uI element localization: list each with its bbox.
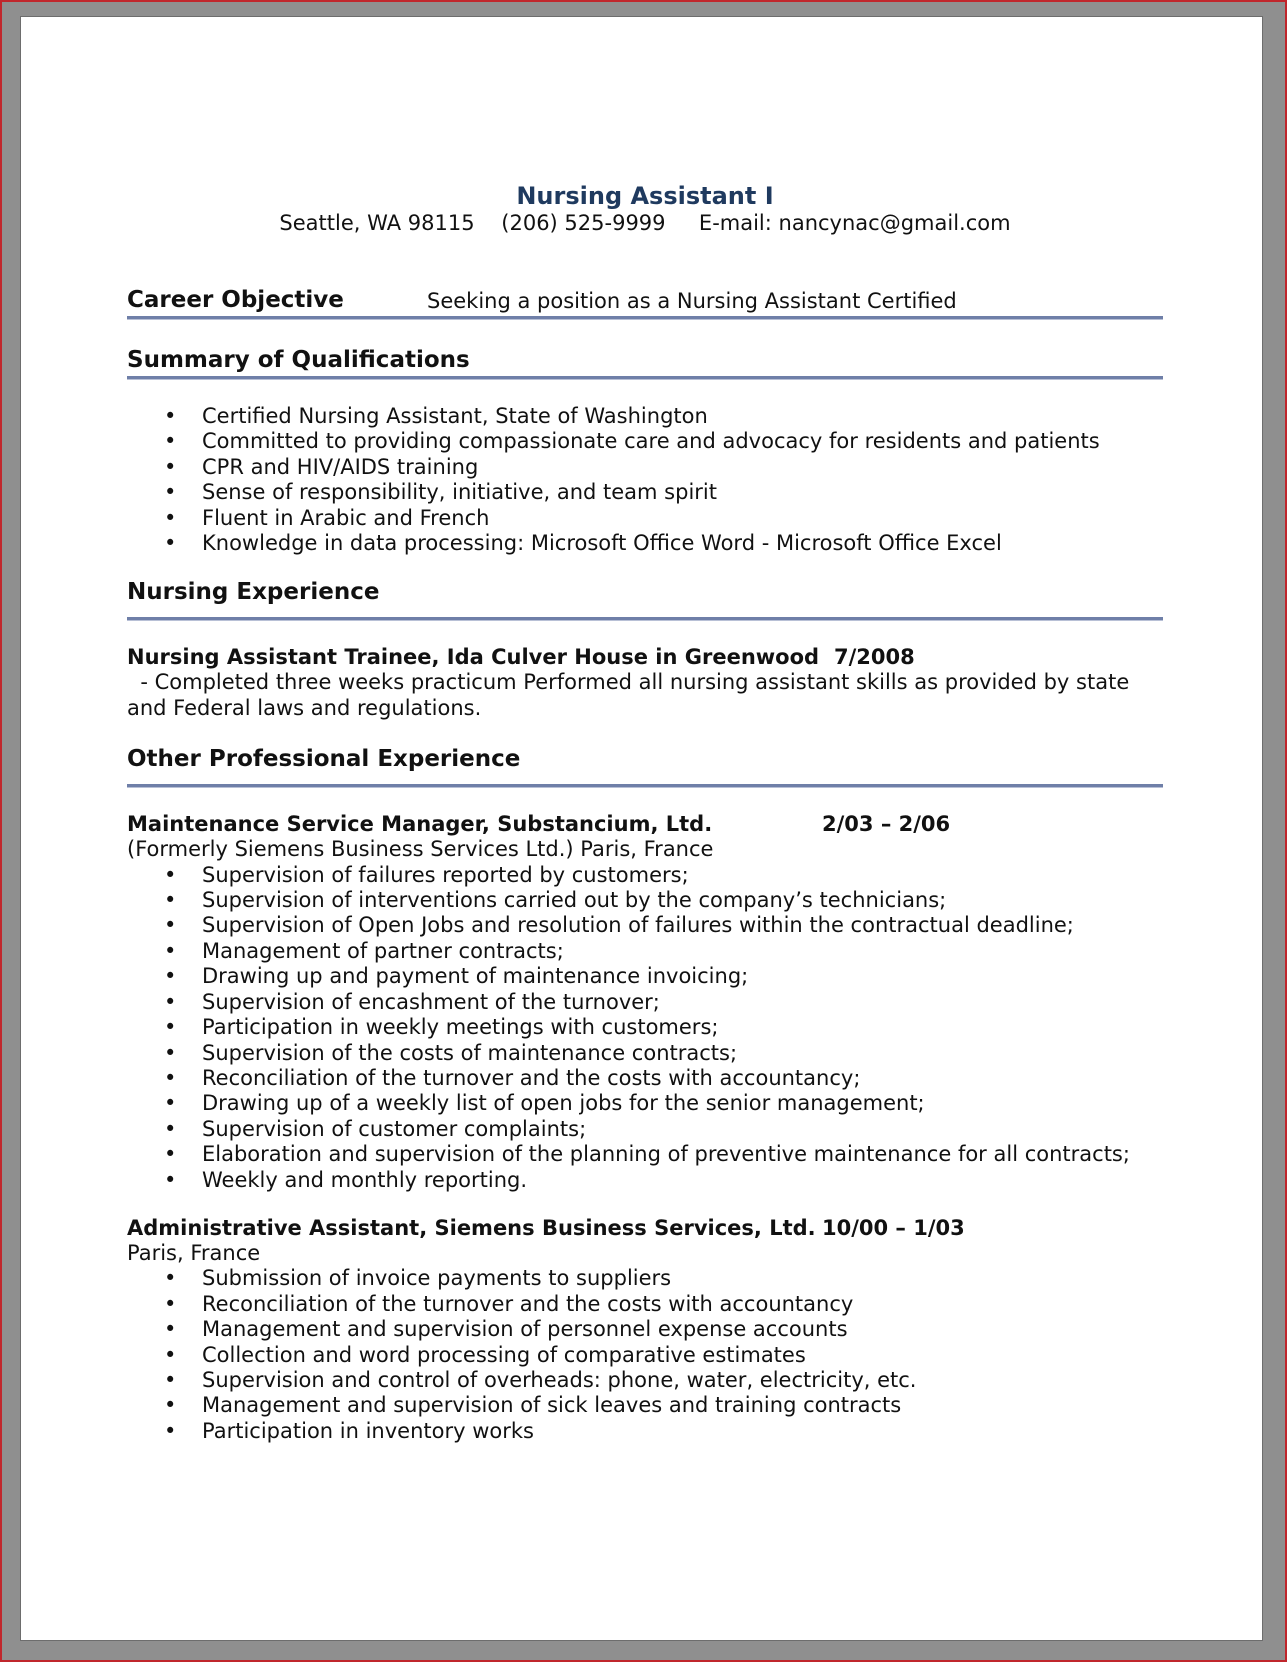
- list-item: • Collection and word processing of comparative estimates: [127, 1343, 1163, 1368]
- other-experience-heading: Other Professional Experience: [127, 746, 521, 773]
- contact-email: E-mail: nancynac@gmail.com: [698, 211, 1011, 235]
- list-item: • Supervision of the costs of maintenance contracts;: [127, 1041, 1163, 1066]
- career-objective-heading: Career Objective Seeking a position as a Nursing Assistant Certified: [127, 287, 957, 313]
- job-title: Administrative Assistant, Siemens Business Services, Ltd. 10/00 – 1/03: [127, 1215, 965, 1240]
- nursing-job-description: - Completed three weeks practicum Performed all nursing assistant skills as provided by state: [127, 670, 1130, 695]
- list-item: • Certified Nursing Assistant, State of Washington: [127, 404, 1163, 429]
- list-item: • Reconciliation of the turnover and the costs with accountancy: [127, 1292, 1163, 1317]
- list-item: • Committed to providing compassionate care and advocacy for residents and patients: [127, 429, 1163, 454]
- nursing-job-description-cont: and Federal laws and regulations.: [127, 695, 482, 720]
- list-item: • Submission of invoice payments to suppliers: [127, 1266, 1163, 1291]
- list-item: • Supervision of encashment of the turnover;: [127, 990, 1163, 1015]
- list-item: • Supervision of failures reported by customers;: [127, 863, 1163, 888]
- qualifications-list: [127, 404, 1163, 556]
- list-item: • Supervision and control of overheads: phone, water, electricity, etc.: [127, 1368, 1163, 1393]
- job-duties-list: [127, 1266, 1163, 1444]
- nursing-job-date: 7/2008: [834, 645, 915, 670]
- list-item: • Fluent in Arabic and French: [127, 506, 1163, 531]
- contact-phone: (206) 525-9999: [501, 211, 666, 235]
- job-subtitle: (Formerly Siemens Business Services Ltd.) Paris, France: [127, 837, 714, 862]
- list-item: • Participation in inventory works: [127, 1419, 1163, 1444]
- list-item: • Participation in weekly meetings with customers;: [127, 1015, 1163, 1040]
- list-item: • CPR and HIV/AIDS training: [127, 455, 1163, 480]
- list-item: • Reconciliation of the turnover and the costs with accountancy;: [127, 1066, 1163, 1091]
- list-item: • Knowledge in data processing: Microsoft Office Word - Microsoft Office Excel: [127, 531, 1163, 556]
- resume-title: Nursing Assistant I: [516, 182, 774, 210]
- nursing-job-title: Nursing Assistant Trainee, Ida Culver House in Greenwood 7/2008: [127, 645, 915, 670]
- resume-content: [127, 182, 1163, 1444]
- job-duties-list: [127, 863, 1163, 1193]
- list-item: • Supervision of Open Jobs and resolution of failures within the contractual deadline;: [127, 913, 1163, 938]
- contact-line: [127, 210, 1163, 236]
- resume-page: [20, 16, 1263, 1641]
- list-item: • Supervision of interventions carried out by the company’s technicians;: [127, 888, 1163, 913]
- nursing-experience-heading: Nursing Experience: [127, 579, 380, 606]
- list-item: • Sense of responsibility, initiative, and team spirit: [127, 480, 1163, 505]
- job-date: 2/03 – 2/06: [822, 812, 951, 837]
- career-objective-text: Seeking a position as a Nursing Assistant Certified: [427, 289, 957, 313]
- job-date: 10/00 – 1/03: [822, 1215, 965, 1240]
- list-item: • Drawing up of a weekly list of open jobs for the senior management;: [127, 1091, 1163, 1116]
- list-item: • Elaboration and supervision of the planning of preventive maintenance for all contracts;: [127, 1142, 1163, 1167]
- contact-location: Seattle, WA 98115: [279, 211, 475, 235]
- list-item: • Management and supervision of sick leaves and training contracts: [127, 1393, 1163, 1418]
- list-item: • Management of partner contracts;: [127, 939, 1163, 964]
- job-subtitle: Paris, France: [127, 1240, 261, 1265]
- list-item: • Drawing up and payment of maintenance invoicing;: [127, 964, 1163, 989]
- job-title: Maintenance Service Manager, Substancium, Ltd. 2/03 – 2/06: [127, 812, 951, 837]
- list-item: • Weekly and monthly reporting.: [127, 1168, 1163, 1193]
- list-item: • Management and supervision of personnel expense accounts: [127, 1317, 1163, 1342]
- qualifications-heading: Summary of Qualifications: [127, 347, 470, 373]
- list-item: • Supervision of customer complaints;: [127, 1117, 1163, 1142]
